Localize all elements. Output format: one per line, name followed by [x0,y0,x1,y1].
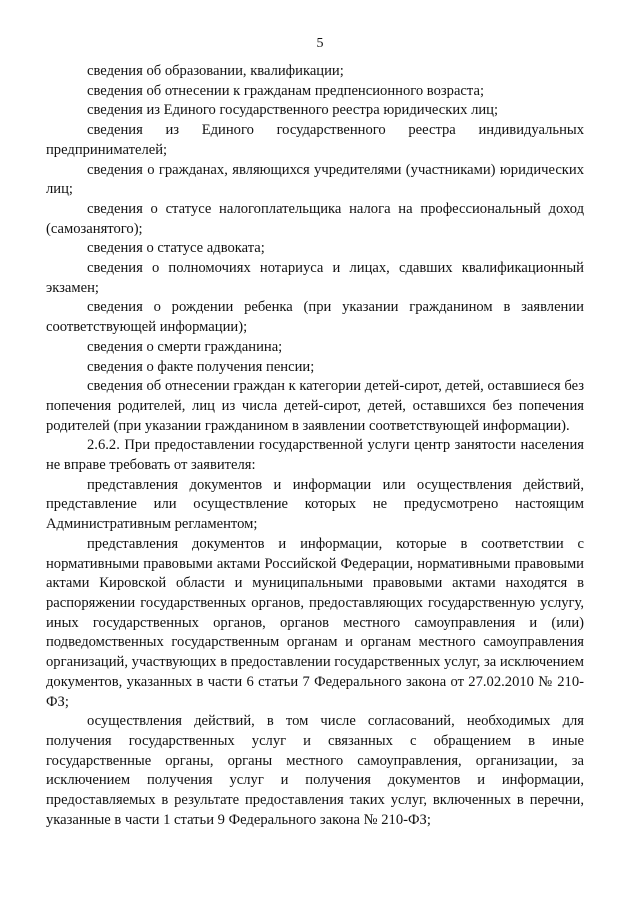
paragraph: сведения из Единого государственного реестра юридических лиц; [87,102,499,119]
paragraph: сведения о полномочиях нотариуса и лицах, сдавших квалификационный экзамен; [46,260,584,296]
paragraph: сведения о факте получения пенсии; [87,358,315,375]
paragraph: сведения об отнесении к гражданам предпенсионного возраста; [87,82,484,99]
paragraph: сведения о статусе адвоката; [87,240,265,257]
paragraph: сведения об отнесении граждан к категории детей-сирот, детей, оставшиеся без попечения родителей, лиц из числа детей-сирот, детей, оставшихся без попечения родителей (при указании гражданином в заявлении соответствующей информации). [46,378,584,434]
paragraph: сведения об образовании, квалификации; [87,63,344,79]
document-body [46,62,584,830]
paragraph: представления документов и информации, которые в соответствии с нормативными правовыми актами Российской Федерации, нормативными правовыми актами Кировской области и муниципальными правовыми актами находятся в распоряжении государственных органов, предоставляющих государственную услугу, иных государственных органов, органов местного самоуправления и (или) подведомственных государственным органам и органам местного самоуправления организаций, участвующих в предоставлении государственных услуг, за исключением документов, указанных в части 6 статьи 7 Федерального закона от 27.02.2010 № 210-ФЗ; [46,535,584,710]
section-paragraph: 2.6.2. При предоставлении государственной услуги центр занятости населения не вправе требовать от заявителя: [46,437,584,474]
paragraph: сведения о статусе налогоплательщика налога на профессиональный доход (самозанятого); [46,200,584,237]
paragraph: осуществления действий, в том числе согласований, необходимых для получения государственных услуг и связанных с обращением в иные государственные органы, органы местного самоуправления, организации, за исключением получения услуг и получения документов и информации, предоставляемых в результате предоставления таких услуг, включенных в перечни, указанные в части 1 статьи 9 Федерального закона № 210-ФЗ; [46,713,584,828]
page-number: 5 [316,36,324,51]
paragraph: сведения о рождении ребенка (при указании гражданином в заявлении соответствующей информации); [46,299,584,336]
paragraph: сведения о смерти гражданина; [87,338,283,355]
paragraph: сведения из Единого государственного реестра индивидуальных предпринимателей; [46,122,584,158]
paragraph: сведения о гражданах, являющихся учредителями (участниками) юридических лиц; [46,161,584,198]
paragraph: представления документов и информации или осуществления действий, представление или осуществление которых не предусмотрено настоящим Административным регламентом; [46,476,584,533]
